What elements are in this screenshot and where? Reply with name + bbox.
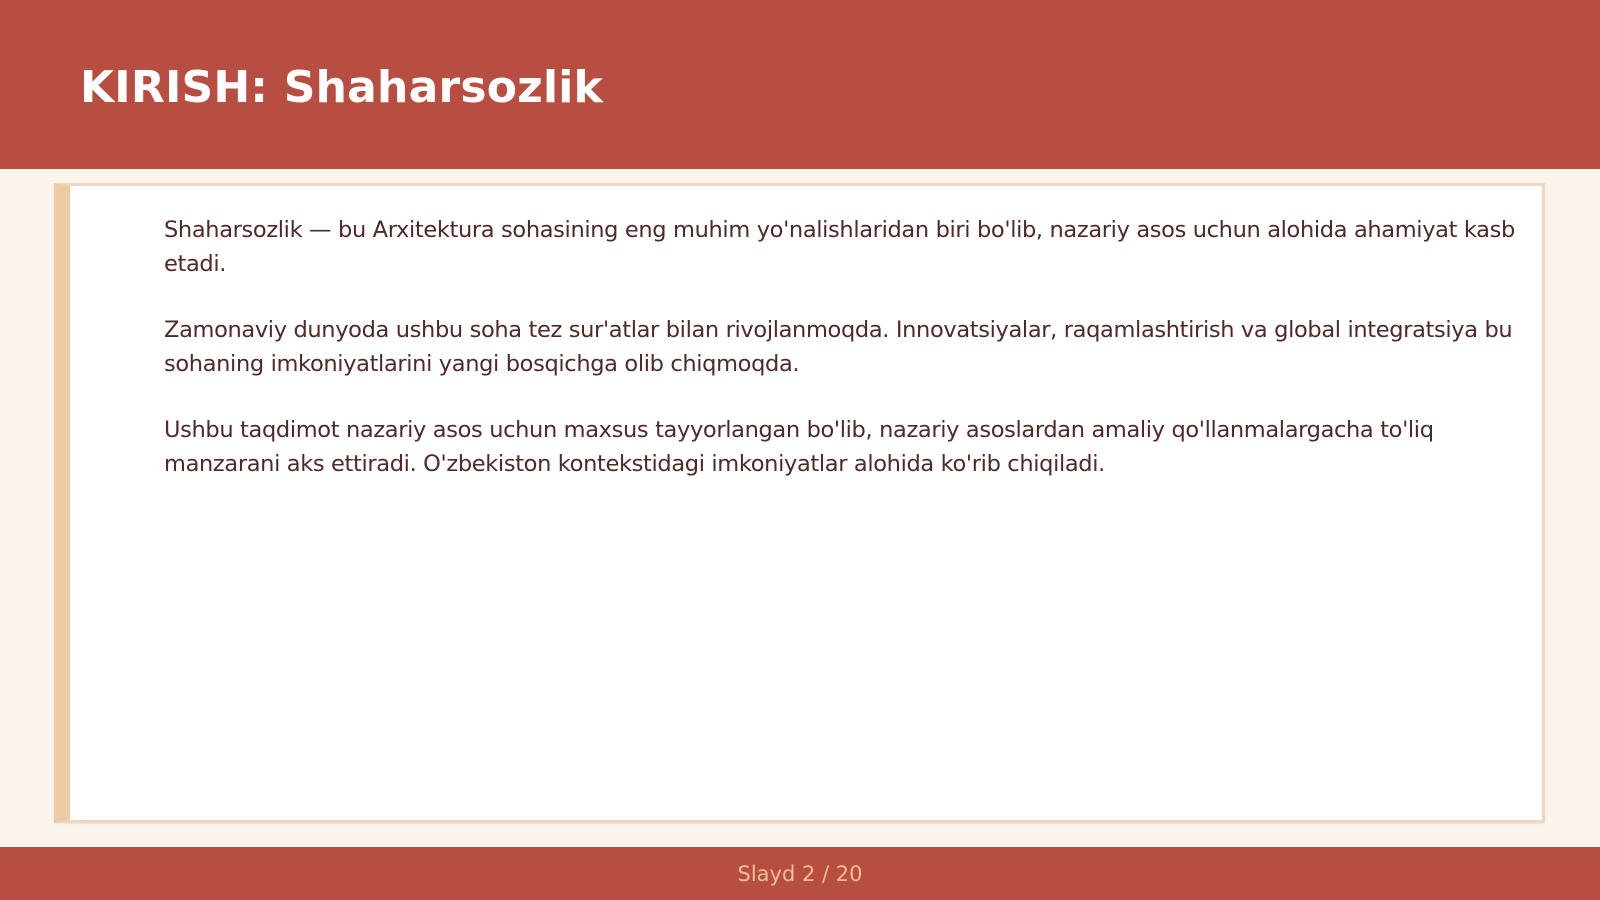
content-card: [54, 183, 1545, 823]
slide-title: KIRISH: Shaharsozlik: [80, 62, 604, 113]
slide-counter: Slayd 2 / 20: [737, 861, 863, 886]
presentation-purpose-paragraph: Ushbu taqdimot nazariy asos uchun maxsus tayyorlangan bo'lib, nazariy asoslardan amaliy qo'llanmalargacha to'liq manzarani aks ettiradi. O'zbekiston kontekstidagi imkoniyatlar alohida ko'rib chiqiladi.: [164, 417, 1434, 477]
slide-footer: [0, 847, 1600, 900]
slide-header: [0, 0, 1600, 169]
intro-paragraph: Shaharsozlik — bu Arxitektura sohasining eng muhim yo'nalishlaridan biri bo'lib, nazariy asos uchun alohida ahamiyat kasb etadi.: [164, 217, 1515, 277]
modern-development-paragraph: Zamonaviy dunyoda ushbu soha tez sur'atlar bilan rivojlanmoqda. Innovatsiyalar, raqamlashtirish va global integratsiya bu sohaning imkoniyatlarini yangi bosqichga olib chiqmoqda.: [164, 317, 1513, 377]
